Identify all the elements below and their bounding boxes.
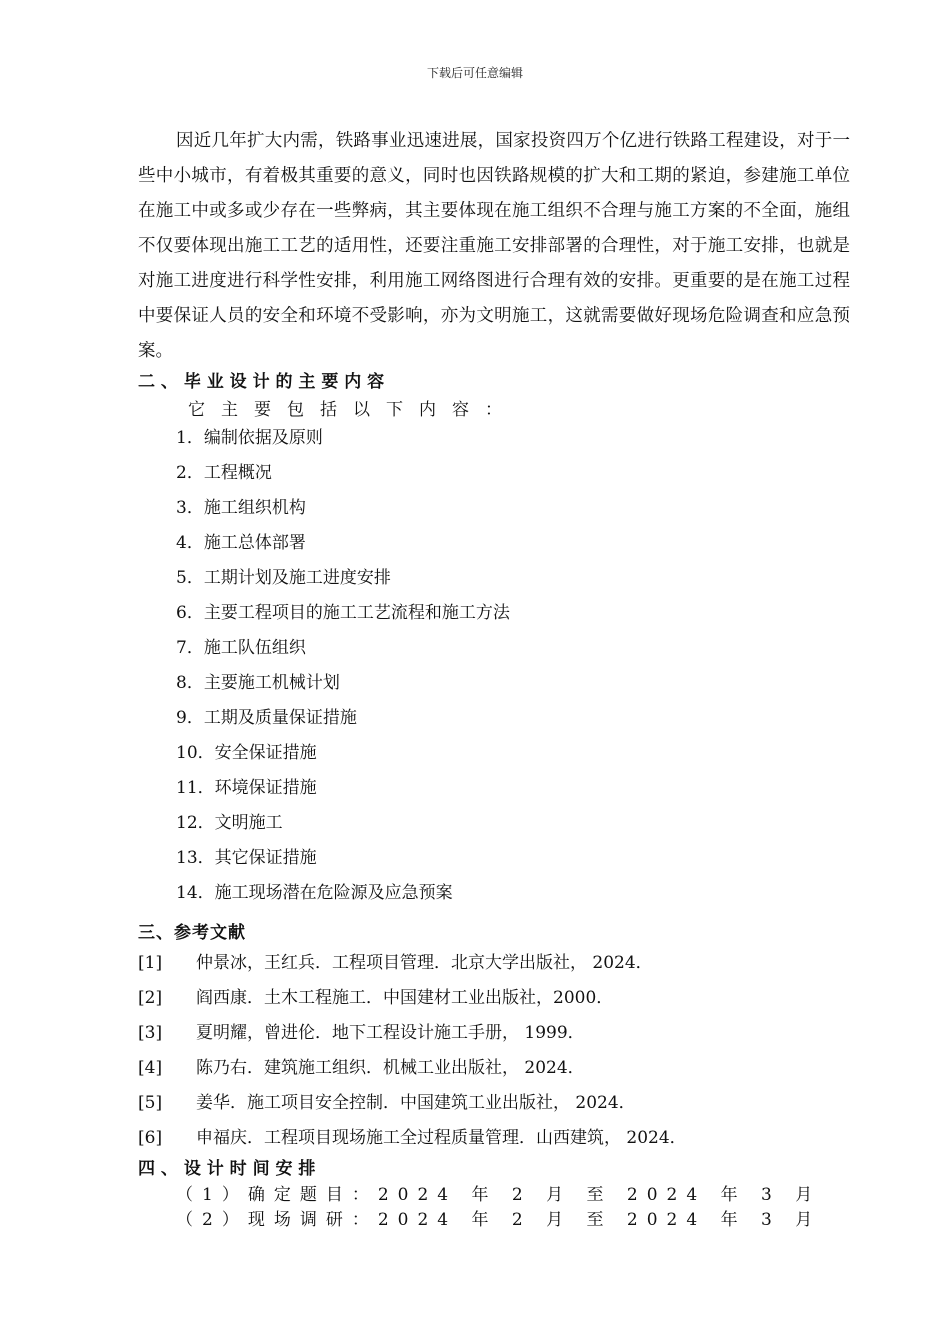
list-item: 11．环境保证措施: [176, 778, 317, 798]
reference-number: [2]: [138, 988, 163, 1008]
list-item: 13．其它保证措施: [176, 848, 317, 868]
list-item: 7．施工队伍组织: [176, 638, 306, 658]
schedule-row: （2）现场调研：2024 年 2 月 至 2024 年 3 月: [176, 1210, 822, 1230]
reference-number: [4]: [138, 1058, 163, 1078]
list-item: 2．工程概况: [176, 463, 272, 483]
reference-text: 阎西康．土木工程施工．中国建材工业出版社，2000．: [196, 988, 614, 1008]
list-item: 1．编制依据及原则: [176, 428, 323, 448]
intro-paragraph: 因近几年扩大内需，铁路事业迅速进展，国家投资四万个亿进行铁路工程建设，对于一些中小城市，有着极其重要的意义，同时也因铁路规模的扩大和工期的紧迫，参建施工单位在施工中或多或少存在一些弊病，其主要体现在施工组织不合理与施工方案的不全面，施组不仅要体现出施工工艺的适用性，还要注重施工安排部署的合理性，对于施工安排，也就是对施工进度进行科学性安排，利用施工网络图进行合理有效的安排。更重要的是在施工过程中要保证人员的安全和环境不受影响，亦为文明施工，这就需要做好现场危险调查和应急预案。: [138, 131, 850, 361]
reference-text: 夏明耀，曾进伦．地下工程设计施工手册， 1999．: [196, 1023, 585, 1043]
reference-item: [138, 1051, 687, 1086]
page-header: 下载后可任意编辑: [426, 66, 523, 80]
reference-item: [138, 981, 687, 1016]
section-3-heading: 三、参考文献: [138, 923, 246, 943]
section-2-subtitle: 它主要包括以下内容：: [188, 400, 518, 420]
list-item: 4．施工总体部署: [176, 533, 306, 553]
section-4-heading: 四 、 设 计 时 间 安 排: [138, 1159, 316, 1179]
reference-number: [5]: [138, 1093, 163, 1113]
content-list: [176, 421, 510, 911]
reference-item: [138, 1086, 687, 1121]
reference-text: 申福庆．工程项目现场施工全过程质量管理．山西建筑， 2024．: [196, 1128, 687, 1148]
list-item: 14．施工现场潜在危险源及应急预案: [176, 883, 453, 903]
section-2-heading: 二 、 毕 业 设 计 的 主 要 内 容: [138, 372, 385, 392]
list-item: 6．主要工程项目的施工工艺流程和施工方法: [176, 603, 510, 623]
reference-list: [138, 946, 687, 1156]
reference-text: 陈乃右．建筑施工组织．机械工业出版社， 2024．: [196, 1058, 585, 1078]
list-item: 9．工期及质量保证措施: [176, 708, 357, 728]
list-item: 8．主要施工机械计划: [176, 673, 340, 693]
reference-item: [138, 946, 687, 981]
reference-item: [138, 1016, 687, 1051]
reference-number: [3]: [138, 1023, 163, 1043]
list-item: 3．施工组织机构: [176, 498, 306, 518]
list-item: 10．安全保证措施: [176, 743, 317, 763]
reference-text: 姜华．施工项目安全控制．中国建筑工业出版社， 2024．: [196, 1093, 636, 1113]
reference-number: [1]: [138, 953, 163, 973]
schedule-row: （1）确定题目：2024 年 2 月 至 2024 年 3 月: [176, 1185, 822, 1205]
list-item: 5．工期计划及施工进度安排: [176, 568, 391, 588]
reference-item: [138, 1121, 687, 1156]
reference-text: 仲景冰，王红兵．工程项目管理．北京大学出版社， 2024．: [196, 953, 653, 973]
reference-number: [6]: [138, 1128, 163, 1148]
list-item: 12．文明施工: [176, 813, 283, 833]
